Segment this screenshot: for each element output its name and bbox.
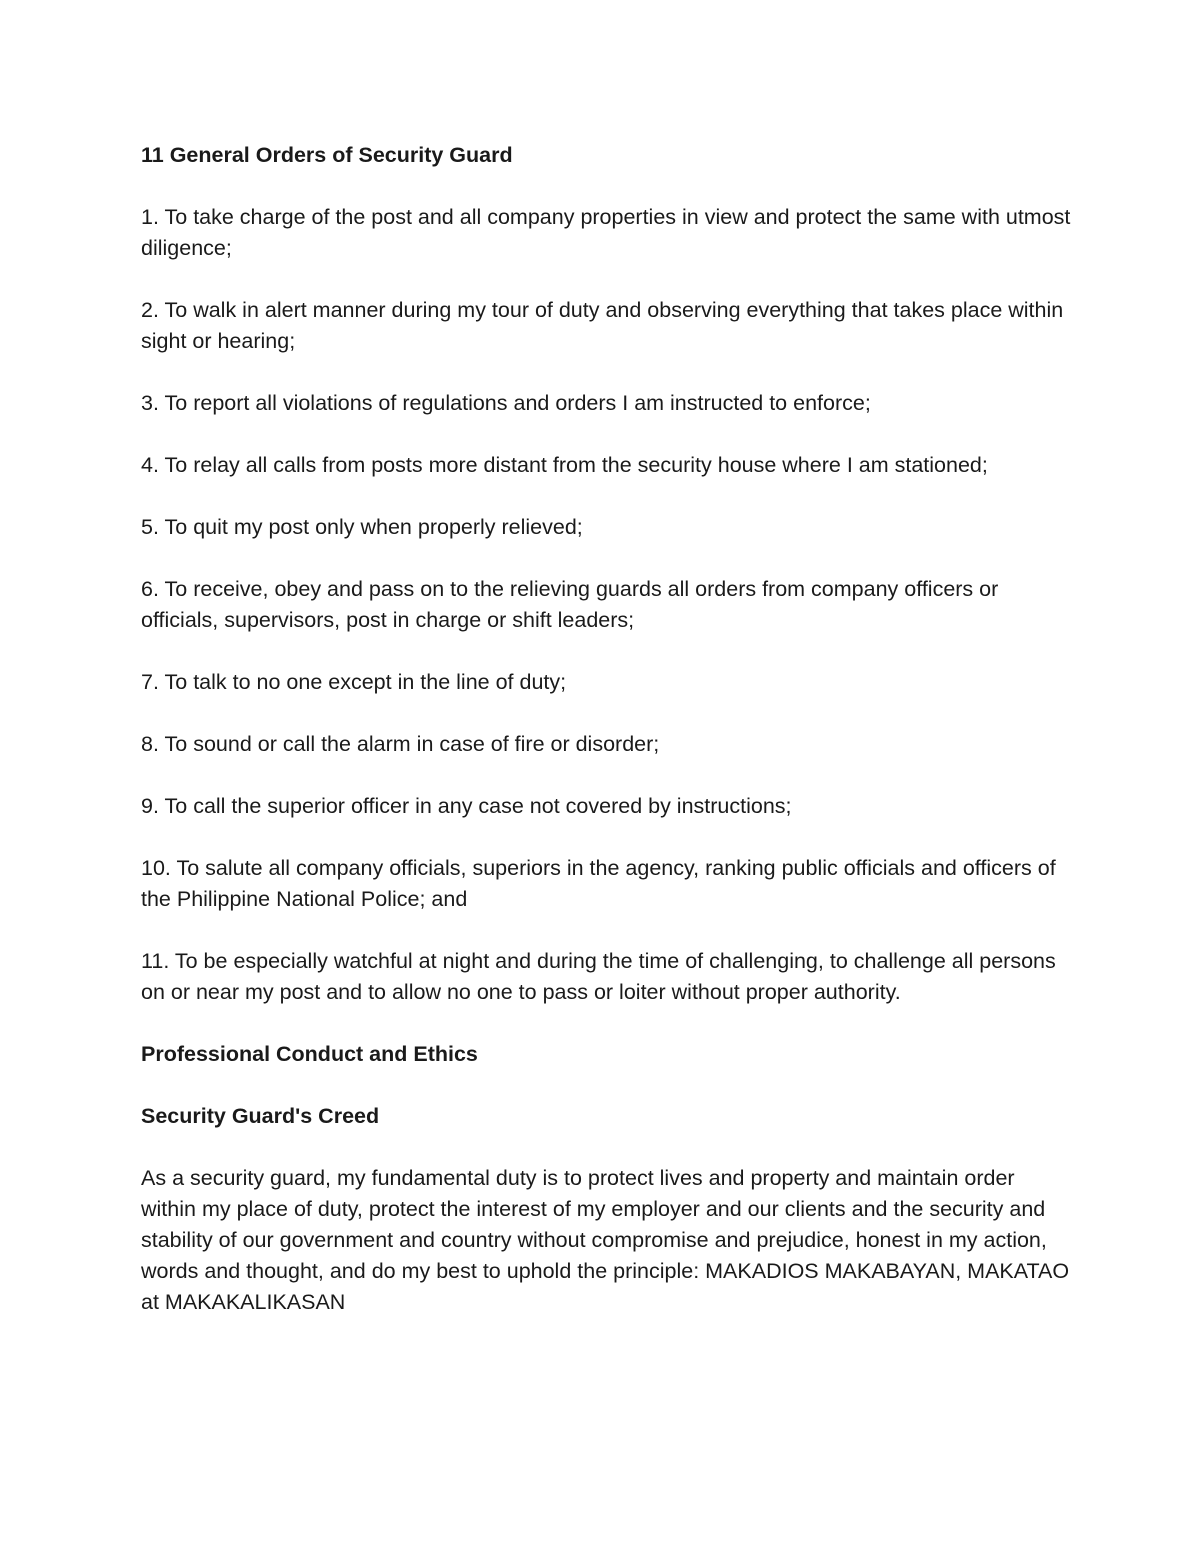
spacer <box>141 171 1071 202</box>
general-order-11: 11. To be especially watchful at night and during the time of challenging, to challenge all persons on or near my post and to allow no one to pass or loiter without proper authority. <box>141 949 1056 1004</box>
spacer <box>141 1070 1071 1101</box>
section-heading: Professional Conduct and Ethics <box>141 1042 478 1066</box>
spacer <box>141 264 1071 295</box>
spacer <box>141 636 1071 667</box>
spacer <box>141 419 1071 450</box>
spacer <box>141 543 1071 574</box>
spacer <box>141 915 1071 946</box>
general-order-1: 1. To take charge of the post and all company properties in view and protect the same with utmost diligence; <box>141 205 1071 260</box>
general-order-5: 5. To quit my post only when properly relieved; <box>141 515 583 539</box>
general-order-9: 9. To call the superior officer in any case not covered by instructions; <box>141 794 792 818</box>
creed-heading: Security Guard's Creed <box>141 1104 380 1128</box>
creed-paragraph: As a security guard, my fundamental duty is to protect lives and property and maintain order within my place of duty, protect the interest of my employer and our clients and the security and stability of our government and country without compromise and prejudice, honest in my action, words and thought, and do my best to uphold the principle: MAKADIOS MAKABAYAN, MAKATAO at MAKAKALIKASAN <box>141 1166 1070 1314</box>
general-order-2: 2. To walk in alert manner during my tour of duty and observing everything that takes place within sight or hearing; <box>141 298 1064 353</box>
general-order-10: 10. To salute all company officials, superiors in the agency, ranking public officials and officers of the Philippine National Police; and <box>141 856 1056 911</box>
general-order-6: 6. To receive, obey and pass on to the relieving guards all orders from company officers or officials, supervisors, post in charge or shift leaders; <box>141 577 999 632</box>
spacer <box>141 357 1071 388</box>
spacer <box>141 760 1071 791</box>
spacer <box>141 481 1071 512</box>
spacer <box>141 1008 1071 1039</box>
general-order-7: 7. To talk to no one except in the line of duty; <box>141 670 567 694</box>
document-title: 11 General Orders of Security Guard <box>141 143 513 167</box>
general-order-8: 8. To sound or call the alarm in case of fire or disorder; <box>141 732 660 756</box>
general-order-3: 3. To report all violations of regulations and orders I am instructed to enforce; <box>141 391 871 415</box>
general-order-4: 4. To relay all calls from posts more distant from the security house where I am stationed; <box>141 453 988 477</box>
spacer <box>141 698 1071 729</box>
spacer <box>141 1132 1071 1163</box>
spacer <box>141 822 1071 853</box>
document-body <box>141 140 1071 1318</box>
